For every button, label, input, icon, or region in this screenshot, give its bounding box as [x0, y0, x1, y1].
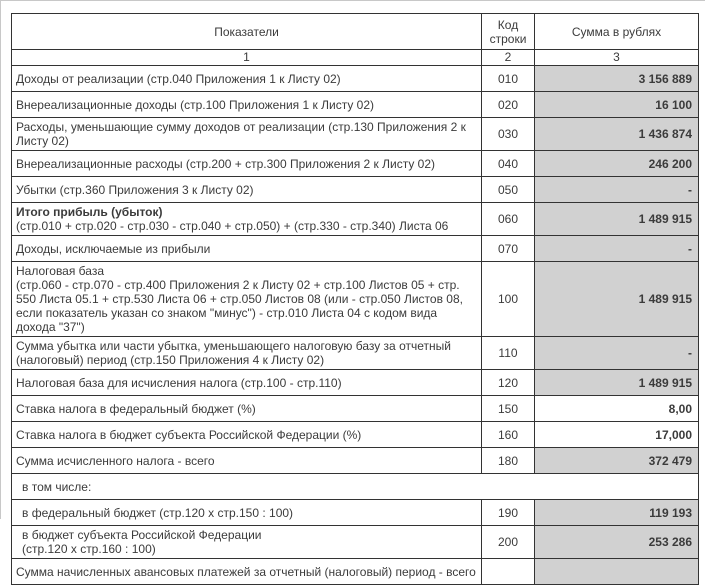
- table-row: [12, 92, 699, 118]
- column-number-1: 1: [12, 50, 482, 66]
- row-value: 8,00: [535, 396, 699, 422]
- column-number-3: 3: [535, 50, 699, 66]
- table-row: [12, 422, 699, 448]
- row-code: 160: [482, 422, 535, 448]
- row-code: 120: [482, 370, 535, 396]
- row-code: 030: [482, 118, 535, 151]
- row-code: 020: [482, 92, 535, 118]
- column-numbering-row: [12, 50, 699, 66]
- row-code: [482, 559, 535, 585]
- row-value: -: [535, 177, 699, 203]
- row-label: Внереализационные расходы (стр.200 + стр.300 Приложения 2 к Листу 02): [12, 151, 482, 177]
- row-label: в бюджет субъекта Российской Федерации (стр.120 х стр.160 : 100): [12, 526, 482, 559]
- table-row: [12, 500, 699, 526]
- table-row: [12, 370, 699, 396]
- row-code: 150: [482, 396, 535, 422]
- table-row: [12, 118, 699, 151]
- row-value: 3 156 889: [535, 66, 699, 92]
- row-label: в федеральный бюджет (стр.120 х стр.150 : 100): [12, 500, 482, 526]
- column-number-2: 2: [482, 50, 535, 66]
- table-row: [12, 526, 699, 559]
- col-header-amount-rub: Сумма в рублях: [535, 14, 699, 50]
- row-label: Налоговая база (стр.060 - стр.070 - стр.400 Приложения 2 к Листу 02 + стр.100 Листов 05 + стр. 550 Листа 05.1 + стр.530 Листа 06 + стр.050 Листов 08 (или - стр.050 Листов 08, если показатель указан со знаком "минус") - стр.010 Листа 04 с кодом вида дохода "37"): [12, 262, 482, 337]
- table-row: [12, 151, 699, 177]
- row-code: 200: [482, 526, 535, 559]
- row-label: Убытки (стр.360 Приложения 3 к Листу 02): [12, 177, 482, 203]
- row-label: Доходы, исключаемые из прибыли: [12, 236, 482, 262]
- row-label: Сумма убытка или части убытка, уменьшающего налоговую базу за отчетный (налоговый) период (стр.150 Приложения 4 к Листу 02): [12, 337, 482, 370]
- row-label: Внереализационные доходы (стр.100 Приложения 1 к Листу 02): [12, 92, 482, 118]
- row-value: 16 100: [535, 92, 699, 118]
- table-row: [12, 203, 699, 236]
- row-code: 190: [482, 500, 535, 526]
- row-code: 060: [482, 203, 535, 236]
- table-row: [12, 262, 699, 337]
- col-header-line-code: Код строки: [482, 14, 535, 50]
- row-value: 253 286: [535, 526, 699, 559]
- row-code: 110: [482, 337, 535, 370]
- row-label: Итого прибыль (убыток) (стр.010 + стр.020 - стр.030 - стр.040 + стр.050) + (стр.330 - стр.340) Листа 06: [12, 203, 482, 236]
- table-row: [12, 236, 699, 262]
- table-row: [12, 66, 699, 92]
- section-row: [12, 474, 699, 500]
- row-value: -: [535, 236, 699, 262]
- row-value: 17,000: [535, 422, 699, 448]
- table-row: [12, 177, 699, 203]
- row-value: 1 489 915: [535, 262, 699, 337]
- row-label: в том числе:: [12, 474, 699, 500]
- row-value: 1 436 874: [535, 118, 699, 151]
- row-label: Расходы, уменьшающие сумму доходов от реализации (стр.130 Приложения 2 к Листу 02): [12, 118, 482, 151]
- table-row: [12, 448, 699, 474]
- row-code: 070: [482, 236, 535, 262]
- row-code: 040: [482, 151, 535, 177]
- row-label: Доходы от реализации (стр.040 Приложения 1 к Листу 02): [12, 66, 482, 92]
- row-label: Сумма исчисленного налога - всего: [12, 448, 482, 474]
- row-value: 119 193: [535, 500, 699, 526]
- col-header-indicators: Показатели: [12, 14, 482, 50]
- row-code: 100: [482, 262, 535, 337]
- header-row: [12, 14, 699, 50]
- row-label: Ставка налога в федеральный бюджет (%): [12, 396, 482, 422]
- table-row: [12, 396, 699, 422]
- row-code: 010: [482, 66, 535, 92]
- table-row: [12, 337, 699, 370]
- profit-tax-calculation-table: [11, 13, 699, 585]
- row-code: 050: [482, 177, 535, 203]
- table-row: [12, 559, 699, 585]
- row-value: [535, 559, 699, 585]
- row-value: 1 489 915: [535, 370, 699, 396]
- row-value: 372 479: [535, 448, 699, 474]
- row-value: 1 489 915: [535, 203, 699, 236]
- row-label: Ставка налога в бюджет субъекта Российской Федерации (%): [12, 422, 482, 448]
- row-value: 246 200: [535, 151, 699, 177]
- row-label: Сумма начисленных авансовых платежей за отчетный (налоговый) период - всего: [12, 559, 482, 585]
- row-label: Налоговая база для исчисления налога (стр.100 - стр.110): [12, 370, 482, 396]
- row-code: 180: [482, 448, 535, 474]
- row-value: -: [535, 337, 699, 370]
